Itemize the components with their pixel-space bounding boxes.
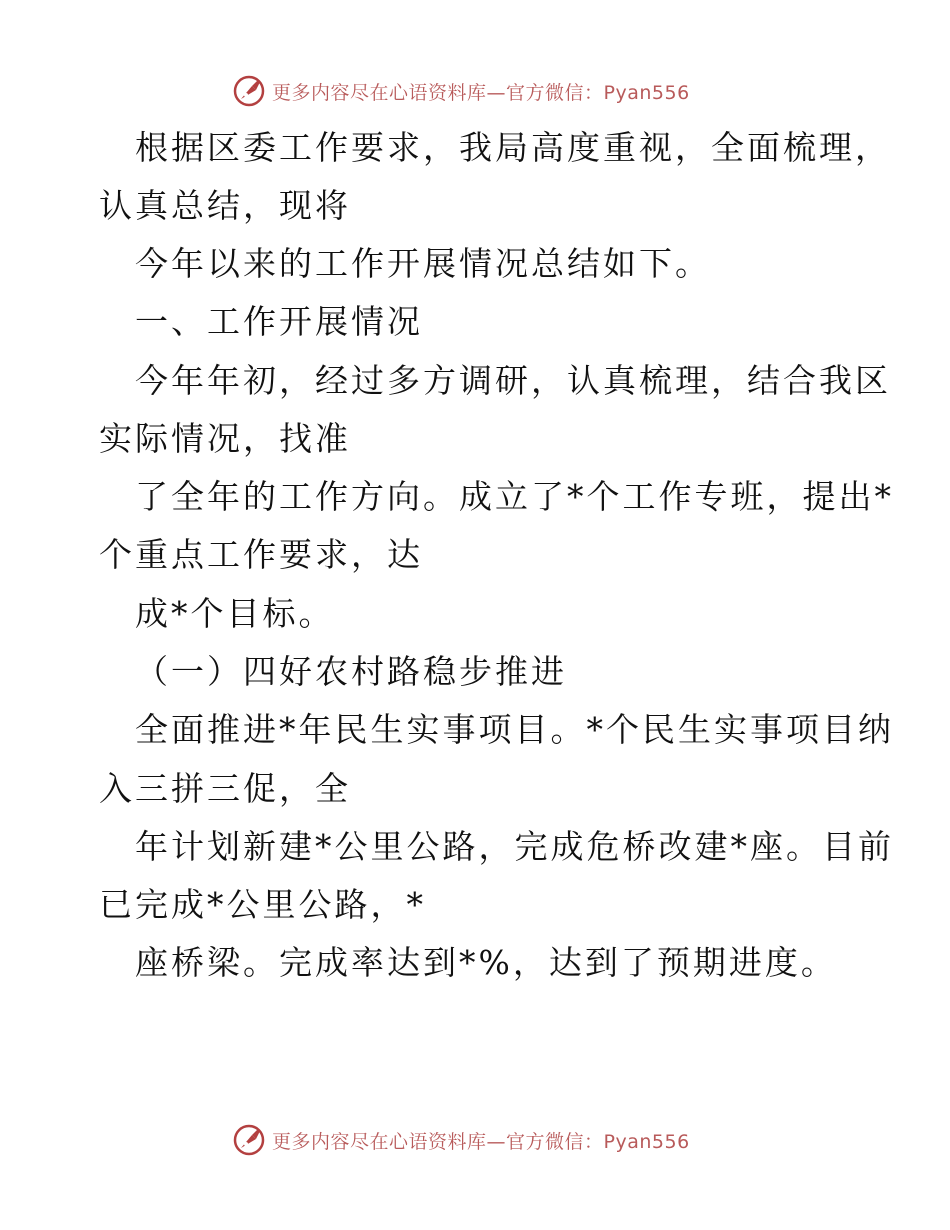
subsection-heading: （一）四好农村路稳步推进 <box>135 652 567 691</box>
text-line: 已完成*公里公路，* <box>99 885 426 924</box>
text-line: 根据区委工作要求，我局高度重视，全面梳理， <box>135 128 891 167</box>
text-line: 今年年初，经过多方调研，认真梳理，结合我区 <box>135 361 891 400</box>
text-line: 个重点工作要求，达 <box>99 535 423 574</box>
text-line: 今年以来的工作开展情况总结如下。 <box>135 244 711 283</box>
text-line: 实际情况，找准 <box>99 419 351 458</box>
pen-nib-circle-icon <box>232 74 266 108</box>
text-line: 了全年的工作方向。成立了*个工作专班，提出* <box>135 477 894 516</box>
header-watermark <box>232 74 690 108</box>
text-line: 成*个目标。 <box>135 594 335 633</box>
text-line: 全面推进*年民生实事项目。*个民生实事项目纳 <box>135 710 894 749</box>
text-line: 座桥梁。完成率达到*%，达到了预期进度。 <box>135 943 837 982</box>
pen-nib-circle-icon <box>232 1123 266 1157</box>
watermark-text: 更多内容尽在心语资料库—官方微信：Pyan556 <box>272 81 690 104</box>
watermark-text: 更多内容尽在心语资料库—官方微信：Pyan556 <box>272 1130 690 1153</box>
section-heading: 一、工作开展情况 <box>135 302 423 341</box>
text-line: 年计划新建*公里公路，完成危桥改建*座。目前 <box>135 827 894 866</box>
footer-watermark <box>232 1123 690 1157</box>
text-line: 认真总结，现将 <box>99 186 351 225</box>
text-line: 入三拼三促，全 <box>99 769 351 808</box>
